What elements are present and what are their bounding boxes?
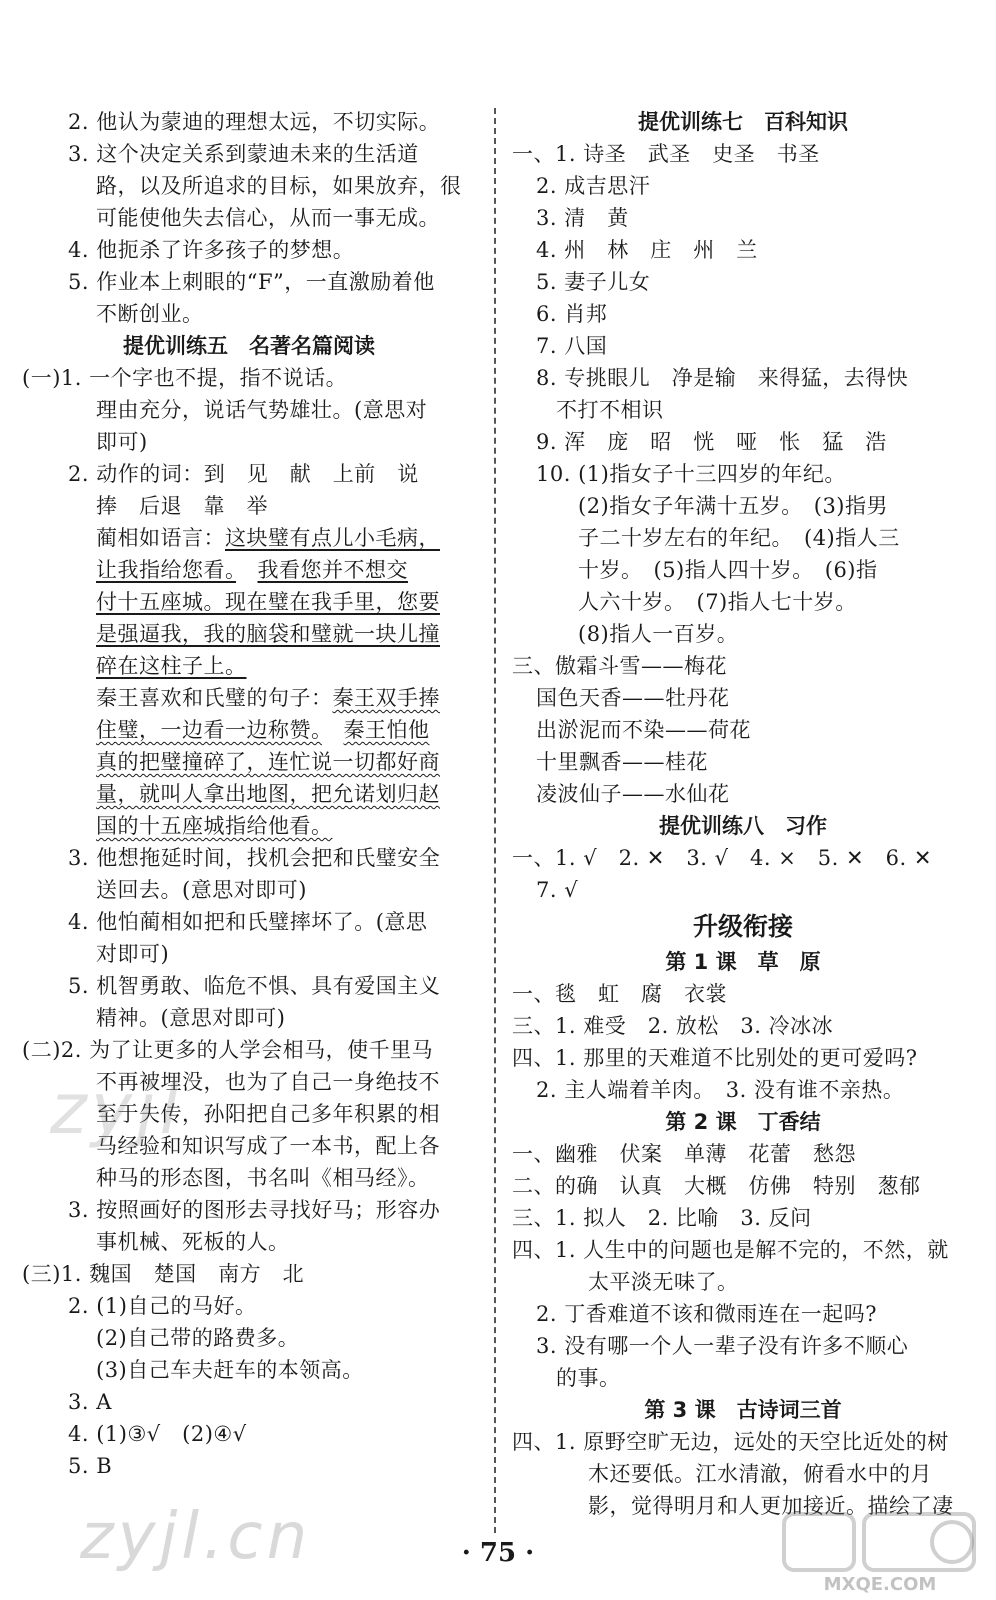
answer-line: 一、幽雅 伏案 单薄 花蕾 愁怨 [512, 1142, 856, 1166]
answer-line: 捧 后退 靠 举 [96, 494, 268, 518]
answer-line: 4. 他怕蔺相如把和氏璧摔坏了。(意思 [68, 910, 428, 934]
lesson-title: 第 3 课 古诗词三首 [644, 1398, 842, 1422]
underlined-quote: 这块璧有点儿小毛病， [225, 526, 440, 550]
wavy-underlined-quote: 国的十五座城指给他看。 [96, 814, 333, 838]
page-number: · 75 · [461, 1538, 535, 1568]
wavy-underlined-quote: 量，就叫人拿出地图，把允诺划归赵 [96, 782, 440, 806]
answer-line: 即可) [96, 430, 148, 454]
answer-line: 木还要低。江水清澈，俯看水中的月 [588, 1462, 932, 1486]
answer-line [22, 522, 476, 554]
lesson-title: 第 2 课 丁香结 [665, 1110, 821, 1134]
answer-line: 人六十岁。 (7)指人七十岁。 [578, 590, 857, 614]
answer-line: 精神。(意思对即可) [96, 1006, 286, 1030]
left-column [22, 106, 476, 1482]
answer-line: 事机械、死板的人。 [96, 1230, 290, 1254]
answer-line: 4. 他扼杀了许多孩子的梦想。 [68, 238, 355, 262]
answer-line: 送回去。(意思对即可) [96, 878, 307, 902]
watermark: zyjl [50, 1068, 184, 1150]
answer-line: 5. 妻子儿女 [536, 270, 651, 294]
underlined-quote: 我看您并不想交 [257, 558, 408, 582]
answer-line: 十里飘香——桂花 [536, 750, 708, 774]
answer-line: 7. √ [536, 878, 579, 902]
answer-line: 3. 按照画好的图形去寻找好马；形容办 [68, 1198, 441, 1222]
answer-line: 4. (1)③√ (2)④√ [68, 1422, 247, 1446]
answer-line: 一、毯 虹 腐 衣裳 [512, 982, 727, 1006]
wavy-underlined-quote: 秦王怕他 [343, 718, 430, 742]
watermark: zyjl.cn [80, 1500, 312, 1574]
answer-line [22, 586, 476, 618]
answer-line: 可能使他失去信心，从而一事无成。 [96, 206, 440, 230]
answer-line: 一、1. √ 2. ✕ 3. √ 4. × 5. ✕ 6. ✕ [512, 846, 932, 870]
underlined-quote: 让我指给您看。 [96, 558, 236, 582]
answer-line: 对即可) [96, 942, 170, 966]
answer-line: 至于失传，孙阳把自己多年积累的相 [96, 1102, 440, 1126]
answer-line: (3)自己车夫赶车的本领高。 [96, 1358, 364, 1382]
wavy-underlined-quote: 真的把璧撞碎了，连忙说一切都好商 [96, 750, 440, 774]
answer-line: 四、1. 人生中的问题也是解不完的，不然，就 [512, 1238, 949, 1262]
answer-line: 三、1. 拟人 2. 比喻 3. 反问 [512, 1206, 812, 1230]
answer-line: (二)2. 为了让更多的人学会相马，使千里马 [22, 1038, 434, 1062]
answer-line: 马经验和知识写成了一本书，配上各 [96, 1134, 440, 1158]
answer-line: 9. 浑 庞 昭 恍 哑 怅 猛 浩 [536, 430, 887, 454]
right-column [512, 106, 974, 1522]
answer-line: 2. 丁香难道不该和微雨连在一起吗? [536, 1302, 877, 1326]
answer-line: 3. A [68, 1390, 112, 1414]
answer-line: 太平淡无味了。 [588, 1270, 739, 1294]
answer-line: 2. 成吉思汗 [536, 174, 651, 198]
answer-line: 子二十岁左右的年纪。 (4)指人三 [578, 526, 900, 550]
chapter-title: 升级衔接 [692, 912, 793, 941]
answer-line: 3. 没有哪一个人一辈子没有许多不顺心 [536, 1334, 909, 1358]
answer-line: 三、1. 难受 2. 放松 3. 冷冰冰 [512, 1014, 834, 1038]
section-title: 提优训练八 习作 [659, 814, 827, 838]
answer-line: 出淤泥而不染——荷花 [536, 718, 751, 742]
answer-line: 6. 肖邦 [536, 302, 608, 326]
answer-line: 的事。 [556, 1366, 621, 1390]
answer-line: 2. 动作的词：到 见 献 上前 说 [68, 462, 419, 486]
answer-line: (8)指人一百岁。 [578, 622, 739, 646]
lesson-title: 第 1 课 草 原 [665, 950, 821, 974]
answer-line: 不断创业。 [96, 302, 204, 326]
svg-text:MXQE.COM: MXQE.COM [823, 1574, 937, 1595]
answer-line: 国色天香——牡丹花 [536, 686, 730, 710]
wavy-underlined-quote: 秦王双手捧 [332, 686, 440, 710]
answer-line: 种马的形态图，书名叫《相马经》。 [96, 1166, 430, 1190]
answer-line: (三)1. 魏国 楚国 南方 北 [22, 1262, 305, 1286]
wavy-underlined-quote: 住璧，一边看一边称赞。 [96, 718, 322, 742]
answer-line: 5. 作业本上刺眼的“F”，一直激励着他 [68, 270, 435, 294]
answer-line [22, 618, 476, 650]
answer-line: 3. 这个决定关系到蒙迪未来的生活道 [68, 142, 419, 166]
label-text: 蔺相如语言： [96, 526, 225, 550]
answer-line: 5. B [68, 1454, 113, 1478]
answer-line: 理由充分，说话气势雄壮。(意思对 [96, 398, 428, 422]
answer-line: 3. 清 黄 [536, 206, 629, 230]
answer-line [22, 746, 476, 778]
answer-line: 影，觉得明月和人更加接近。描绘了凄 [588, 1494, 954, 1518]
answer-line: 路，以及所追求的目标，如果放弃，很 [96, 174, 462, 198]
answer-line: (一)1. 一个字也不提，指不说话。 [22, 366, 348, 390]
underlined-quote: 付十五座城。现在璧在我手里，您要 [96, 590, 440, 614]
answer-line: 不打不相识 [556, 398, 664, 422]
section-title: 提优训练五 名著名篇阅读 [123, 334, 375, 358]
answer-line: 7. 八国 [536, 334, 608, 358]
answer-line [22, 682, 476, 714]
answer-line [22, 810, 476, 842]
answer-line: 凌波仙子——水仙花 [536, 782, 730, 806]
answer-line: 4. 州 林 庄 州 兰 [536, 238, 758, 262]
answer-line: 2. 主人端着羊肉。 3. 没有谁不亲热。 [536, 1078, 905, 1102]
answer-line: (2)指女子年满十五岁。 (3)指男 [578, 494, 888, 518]
answer-line: 二、的确 认真 大概 仿佛 特别 葱郁 [512, 1174, 921, 1198]
answer-line: 十岁。 (5)指人四十岁。 (6)指 [578, 558, 878, 582]
answer-line [22, 650, 476, 682]
answer-line [22, 714, 476, 746]
answer-line: (2)自己带的路费多。 [96, 1326, 300, 1350]
answer-line [22, 778, 476, 810]
answer-line: 四、1. 原野空旷无边，远处的天空比近处的树 [512, 1430, 949, 1454]
answer-line: 5. 机智勇敢、临危不惧、具有爱国主义 [68, 974, 441, 998]
section-title: 提优训练七 百科知识 [638, 110, 848, 134]
answer-line: 8. 专挑眼儿 净是输 来得猛，去得快 [536, 366, 909, 390]
underlined-quote: 碎在这柱子上。 [96, 654, 247, 678]
answer-line: 3. 他想拖延时间，找机会把和氏璧安全 [68, 846, 441, 870]
answer-line: 三、傲霜斗雪——梅花 [512, 654, 727, 678]
answer-line: 10. (1)指女子十三四岁的年纪。 [536, 462, 846, 486]
logo-watermark-icon [780, 1510, 980, 1596]
answer-line: 2. (1)自己的马好。 [68, 1294, 257, 1318]
answer-line: 四、1. 那里的天难道不比别处的更可爱吗? [512, 1046, 918, 1070]
label-text: 秦王喜欢和氏璧的句子： [96, 686, 333, 710]
underlined-quote: 是强逼我，我的脑袋和璧就一块儿撞 [96, 622, 440, 646]
answer-line: 2. 他认为蒙迪的理想太远，不切实际。 [68, 110, 441, 134]
answer-line [22, 554, 476, 586]
column-divider [494, 108, 496, 1533]
answer-line: 一、1. 诗圣 武圣 史圣 书圣 [512, 142, 820, 166]
answer-line: 不再被埋没，也为了自己一身绝技不 [96, 1070, 440, 1094]
